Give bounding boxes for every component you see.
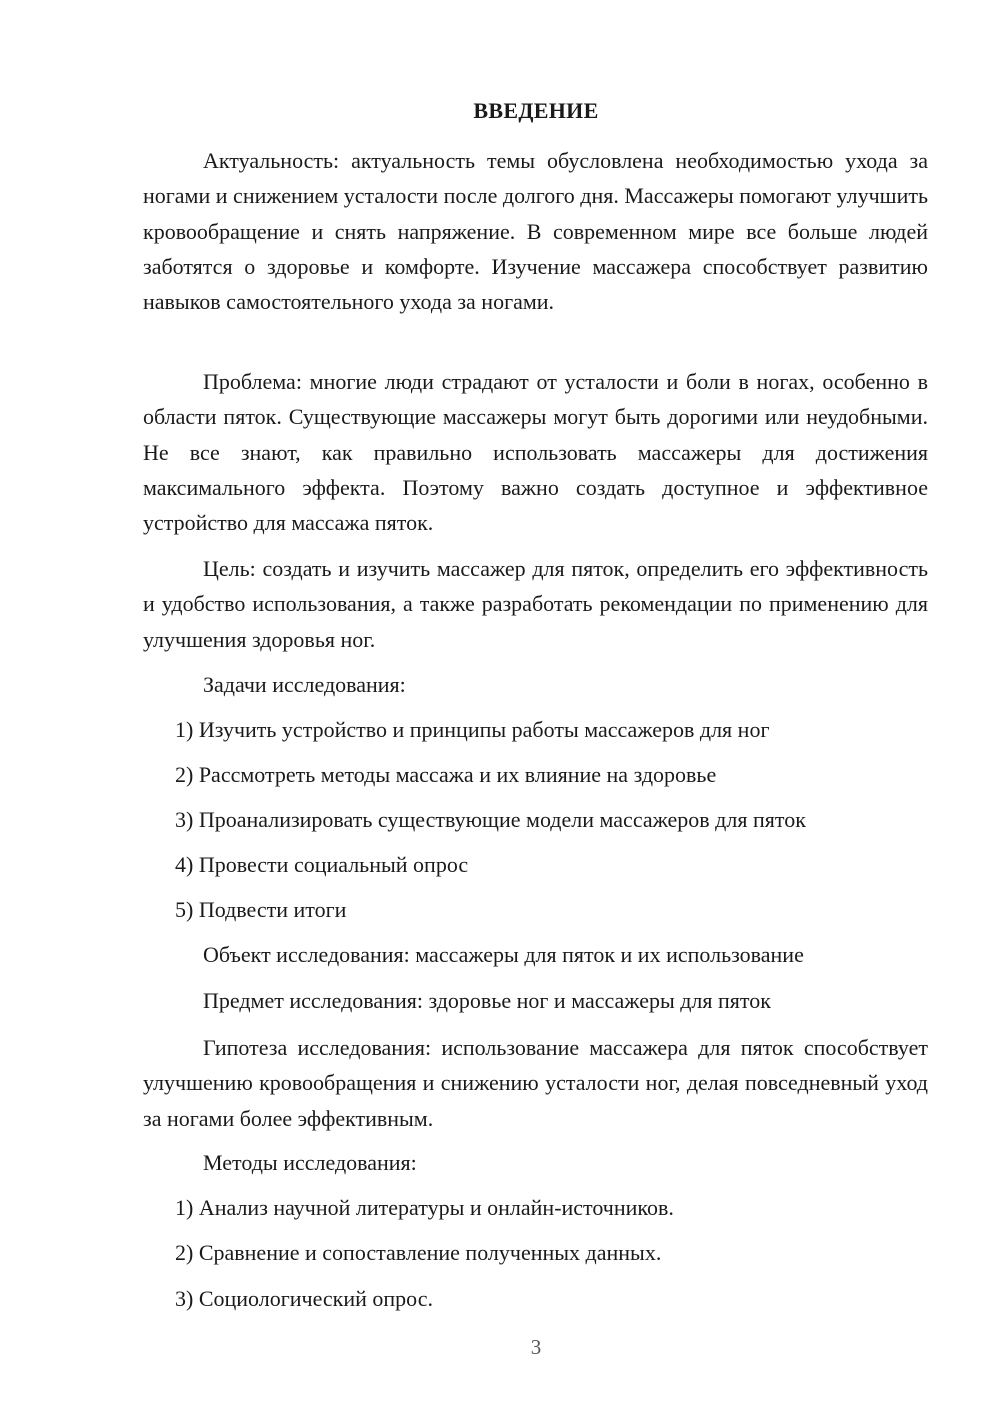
page-number: 3: [530, 1335, 542, 1359]
research-subject: Предмет исследования: здоровье ног и массажеры для пяток: [203, 988, 771, 1013]
task-item: 4) Провести социальный опрос: [175, 852, 469, 877]
tasks-heading: Задачи исследования:: [203, 672, 406, 697]
method-item: 2) Сравнение и сопоставление полученных данных.: [175, 1240, 662, 1265]
relevance-paragraph: Актуальность: актуальность темы обусловлена необходимостью ухода за ногами и снижением усталости после долгого дня. Массажеры помогают улучшить кровообращение и снять напряжение. В современном мире все больше людей заботятся о здоровье и комфорте. Изучение массажера способствует развитию навыков самостоятельного ухода за ногами.: [143, 148, 928, 315]
section-title: ВВЕДЕНИЕ: [473, 98, 599, 123]
research-object: Объект исследования: массажеры для пяток и их использование: [203, 942, 804, 967]
goal-paragraph: Цель: создать и изучить массажер для пяток, определить его эффективность и удобство использования, а также разработать рекомендации по применению для улучшения здоровья ног.: [143, 556, 928, 652]
method-item: 1) Анализ научной литературы и онлайн-источников.: [175, 1195, 674, 1220]
task-item: 5) Подвести итоги: [175, 897, 347, 922]
method-item: 3) Социологический опрос.: [175, 1286, 433, 1311]
task-item: 1) Изучить устройство и принципы работы массажеров для ног: [175, 717, 770, 742]
problem-paragraph: Проблема: многие люди страдают от усталости и боли в ногах, особенно в области пяток. Существующие массажеры могут быть дорогими или неудобными. Не все знают, как правильно использовать массажеры для достижения максимального эффекта. Поэтому важно создать доступное и эффективное устройство для массажа пяток.: [143, 369, 928, 536]
methods-heading: Методы исследования:: [203, 1150, 417, 1175]
task-item: 3) Проанализировать существующие модели массажеров для пяток: [175, 807, 806, 832]
hypothesis-paragraph: Гипотеза исследования: использование массажера для пяток способствует улучшению кровообращения и снижению усталости ног, делая повседневный уход за ногами более эффективным.: [143, 1035, 928, 1131]
task-item: 2) Рассмотреть методы массажа и их влияние на здоровье: [175, 762, 717, 787]
